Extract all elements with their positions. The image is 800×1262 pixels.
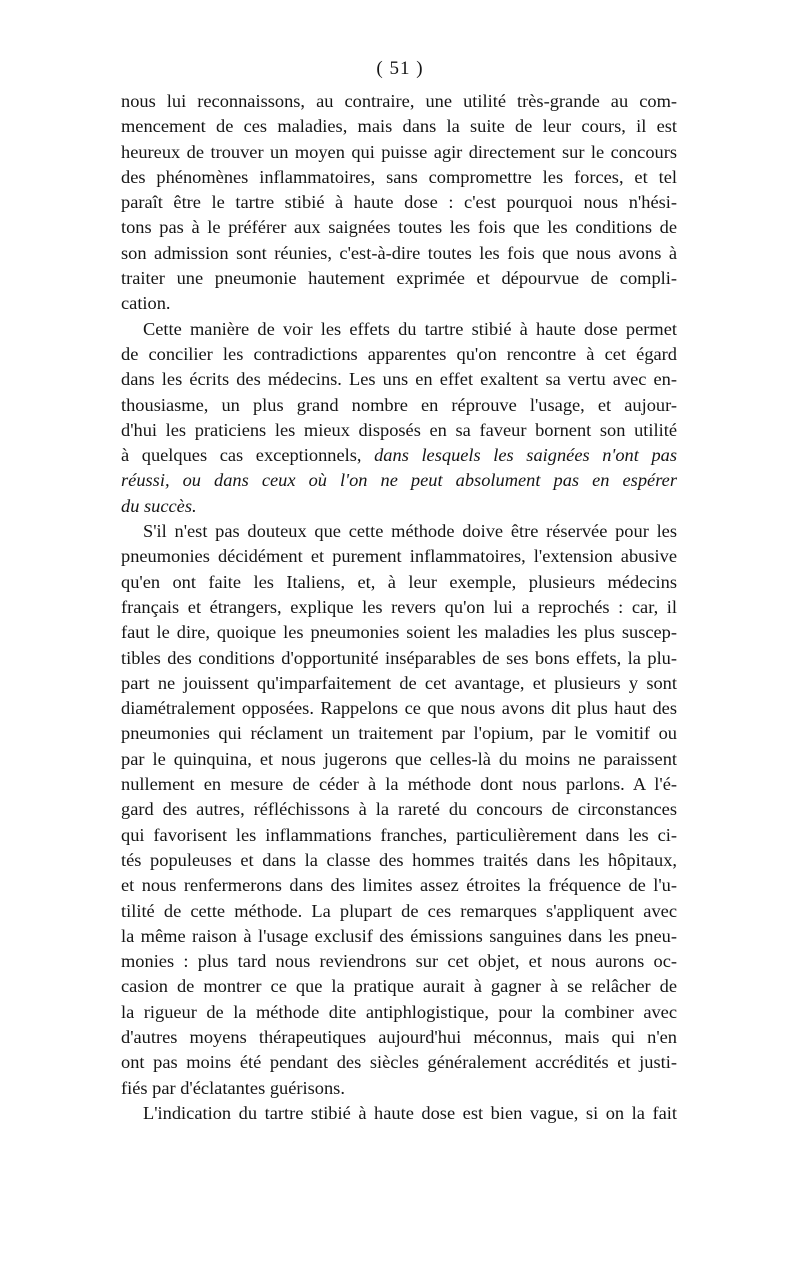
text-run: qu'en ont faite les Italiens, et, à leur exemple, plusieurs médecins [121,571,677,592]
text-run: part ne jouissent qu'imparfaitement de cet avantage, et plusieurs y sont [121,672,677,693]
text-run: tés populeuses et dans la classe des hommes traités dans les hôpitaux, [121,849,677,870]
text-line [121,671,677,696]
body-text [121,89,677,1126]
text-line [121,974,677,999]
text-line [121,140,677,165]
text-run: d'hui les praticiens les mieux disposés en sa faveur bornent son utilité [121,419,677,440]
text-line [121,266,677,291]
text-line [121,393,677,418]
text-line [121,1025,677,1050]
text-run: thousiasme, un plus grand nombre en réprouve l'usage, et aujour- [121,394,677,415]
text-line [121,1000,677,1025]
text-line [121,924,677,949]
text-run: paraît être le tartre stibié à haute dose : c'est pourquoi nous n'hési- [121,192,677,213]
text-run: de concilier les contradictions apparentes qu'on rencontre à cet égard [121,343,677,364]
text-line [121,1050,677,1075]
text-run: tons pas à le préférer aux saignées toutes les fois que les conditions de [121,217,677,238]
text-run: d'autres moyens thérapeutiques aujourd'hui méconnus, mais qui n'en [121,1026,677,1047]
text-run: dans les écrits des médecins. Les uns en effet exaltent sa vertu avec en- [121,369,677,390]
text-line [121,89,677,114]
text-line [121,1076,677,1101]
italic-text-run: réussi, ou dans ceux où l'on ne peut absolument pas en espérer [121,470,677,491]
text-line [121,772,677,797]
text-line [121,241,677,266]
text-run: heureux de trouver un moyen qui puisse agir directement sur le concours [121,141,677,162]
text-run: son admission sont réunies, c'est-à-dire toutes les fois que nous avons à [121,242,677,263]
page-number: ( 51 ) [376,58,424,79]
text-line [121,114,677,139]
text-run: tilité de cette méthode. La plupart de ces remarques s'appliquent avec [121,900,677,921]
text-run: monies : plus tard nous reviendrons sur cet objet, et nous aurons oc- [121,951,677,972]
text-run: L'indication du tartre stibié à haute dose est bien vague, si on la fait [143,1102,677,1123]
text-line [121,848,677,873]
text-run: des phénomènes inflammatoires, sans compromettre les forces, et tel [121,166,677,187]
text-run: gard des autres, réfléchissons à la rareté du concours de circonstances [121,799,677,820]
text-run: qui favorisent les inflammations franches, particulièrement dans les ci- [121,824,677,845]
text-line [121,190,677,215]
text-line [121,443,677,468]
text-line [121,620,677,645]
text-run: cation. [121,293,171,314]
text-run: la même raison à l'usage exclusif des émissions sanguines dans les pneu- [121,925,677,946]
text-line [121,342,677,367]
text-line [121,215,677,240]
text-line [121,747,677,772]
text-run: français et étrangers, explique les revers qu'on lui a reprochés : car, il [121,596,677,617]
text-line [121,570,677,595]
text-line [121,823,677,848]
text-line [121,317,677,342]
text-run: fiés par d'éclatantes guérisons. [121,1077,345,1098]
text-line [121,899,677,924]
text-run: nous lui reconnaissons, au contraire, une utilité très-grande au com- [121,91,677,111]
text-line [121,797,677,822]
text-run: traiter une pneumonie hautement exprimée et dépourvue de compli- [121,268,677,289]
text-line [121,519,677,544]
text-run: Cette manière de voir les effets du tartre stibié à haute dose permet [143,318,677,339]
text-line [121,367,677,392]
text-run: tibles des conditions d'opportunité inséparables de ses bons effets, la plu- [121,647,677,668]
text-line [121,646,677,671]
text-run: mencement de ces maladies, mais dans la suite de leur cours, il est [121,116,677,137]
text-line [121,949,677,974]
text-run: pneumonies décidément et purement inflammatoires, l'extension abusive [121,546,677,567]
text-line [121,873,677,898]
text-run: ont pas moins été pendant des siècles généralement accrédités et justi- [121,1052,677,1073]
text-line [121,544,677,569]
text-line [121,1101,677,1126]
text-run: S'il n'est pas douteux que cette méthode doive être réservée pour les [143,521,677,542]
text-line [121,291,677,316]
text-run: à quelques cas exceptionnels, [121,445,375,466]
text-run: la rigueur de la méthode dite antiphlogistique, pour la combiner avec [121,1001,677,1022]
text-run: faut le dire, quoique les pneumonies soient les maladies les plus suscep- [121,622,677,643]
text-run: nullement en mesure de céder à la méthode dont nous parlons. A l'é- [121,774,677,795]
text-run: par le quinquina, et nous jugerons que celles-là du moins ne paraissent [121,748,677,769]
text-line [121,418,677,443]
text-run: pneumonies qui réclament un traitement par l'opium, par le vomitif ou [121,723,677,744]
text-run: et nous renfermerons dans des limites assez étroites la fréquence de l'u- [121,875,677,896]
text-line [121,595,677,620]
text-run: diamétralement opposées. Rappelons ce que nous avons dit plus haut des [121,698,677,719]
text-line [121,468,677,493]
text-line [121,165,677,190]
text-line [121,494,677,519]
text-line [121,696,677,721]
italic-text-run: du succès. [121,495,197,516]
text-line [121,721,677,746]
text-run: casion de montrer ce que la pratique aurait à gagner à se relâcher de [121,976,677,997]
italic-text-run: dans lesquels les saignées n'ont pas [374,445,678,466]
